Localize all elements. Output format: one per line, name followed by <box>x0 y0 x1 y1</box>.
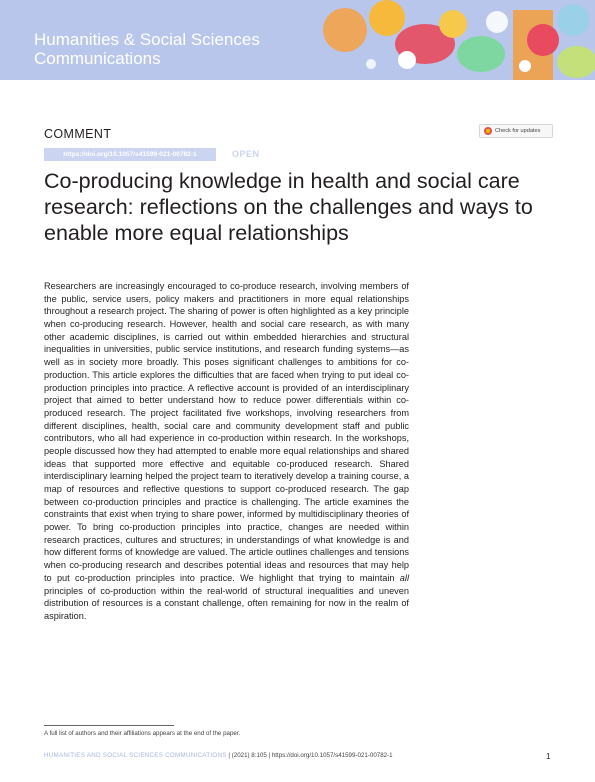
journal-banner <box>0 0 595 80</box>
open-access-label: OPEN <box>232 149 260 159</box>
doi-link[interactable] <box>44 148 216 161</box>
banner-artwork <box>275 0 595 80</box>
abstract <box>44 280 409 623</box>
abstract-text-part1: Researchers are increasingly encouraged to co-produce research, involving members of the public, service users, policy makers and practitioners in more equal relationships throughout a research project. The sharing of power is often highlighted as a key principle when co-producing research. However, health and social care research, as with many other academic disciplines, is carried out within embedded hierarchies and structural inequalities in universities, public service institutions, and research funding systems—as well as in society more broadly. This poses significant challenges to ambitions for co-production. This article explores the difficulties that are faced when trying to put ideal co-production principles into practice. A reflective account is provided of an interdisciplinary project that aimed to better understand how to reduce power differentials within co-produced research. The project facilitated five workshops, involving researchers from different disciplines, health, social care and community development staff and public contributors, who all had experience in co-production within research. In the workshops, people discussed how they had attempted to enable more equal relationships and shared ideas that supported more effective and equitable co-produced research. Shared interdisciplinary learning helped the project team to iteratively develop a training course, a map of resources and reflective questions to support co-produced research. The gap between co-production principles and practice is challenging. The article examines the constraints that exist when trying to share power, informed by multidisciplinary theories of power. To bring co-production principles into practice, changes are needed within research practices, cultures and structures; in understandings of what knowledge is and how different forms of knowledge are valued. The article outlines challenges and tensions when co-producing research and describes potential ideas and resources that may help to put co-production principles into practice. We highlight that trying to maintain <box>44 281 409 583</box>
abstract-text-part2: principles of co-production within the real-world of structural inequalities and uneven distribution of resources is a constant challenge, often remaining for now in the realm of aspiration. <box>44 585 409 621</box>
article-type-label: COMMENT <box>44 127 112 141</box>
affiliations-footnote: A full list of authors and their affiliations appears at the end of the paper. <box>44 730 241 737</box>
check-for-updates-button[interactable] <box>479 124 553 138</box>
crossmark-icon <box>484 127 492 135</box>
article-title: Co-producing knowledge in health and social care research: reflections on the challenges and ways to enable more equal relationships <box>44 169 533 245</box>
journal-name <box>34 30 294 68</box>
journal-name-line2: Communications <box>34 49 161 68</box>
page-footer <box>44 752 554 759</box>
check-for-updates-label: Check for updates <box>495 128 541 134</box>
page-number: 1 <box>546 752 551 761</box>
journal-name-line1: Humanities & Social Sciences <box>34 30 260 49</box>
doi-text: https://doi.org/10.1057/s41599-021-00782-1 <box>63 151 197 158</box>
footer-journal-name: HUMANITIES AND SOCIAL SCIENCES COMMUNICATIONS <box>44 752 227 759</box>
footer-citation[interactable]: | (2021) 8:105 | https://doi.org/10.1057/s41599-021-00782-1 <box>226 752 393 759</box>
footnote-divider <box>44 725 174 726</box>
abstract-emphasis: all <box>399 572 409 583</box>
